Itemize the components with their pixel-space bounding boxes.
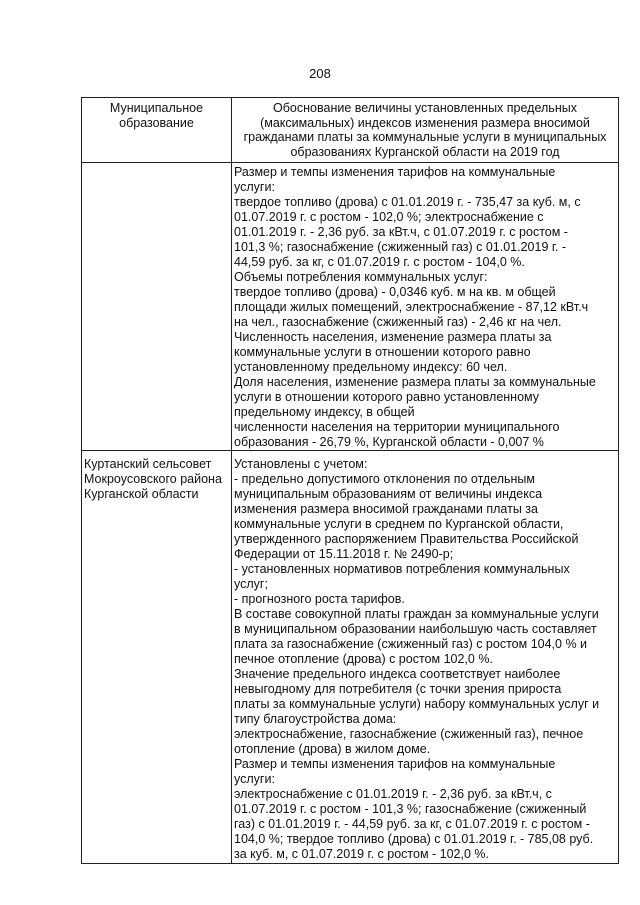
- text-line: площади жилых помещений, электроснабжение - 87,12 кВт.ч: [234, 300, 589, 314]
- text-line: изменения размера вносимой гражданами платы за: [234, 502, 538, 516]
- table-row-continued: [82, 163, 619, 451]
- text-line: твердое топливо (дрова) с 01.01.2019 г. - 735,47 за куб. м, с: [234, 195, 581, 209]
- text-line: 01.07.2019 г. с ростом - 101,3 %; газоснабжение (сжиженный: [234, 802, 587, 816]
- text-line: Федерации от 15.11.2018 г. № 2490-р;: [234, 547, 454, 561]
- text-line: Объемы потребления коммунальных услуг:: [234, 270, 488, 284]
- text-line: утвержденного распоряжением Правительства Российской: [234, 532, 579, 546]
- text-line: отопление (дрова) в жилом доме.: [234, 742, 431, 756]
- text-line: типу благоустройства дома:: [234, 712, 397, 726]
- text-line: - предельно допустимого отклонения по отдельным: [234, 472, 536, 486]
- text-line: В составе совокупной платы граждан за коммунальные услуги: [234, 607, 599, 621]
- header-justification-line: (максимальных) индексов изменения размера вносимой: [260, 115, 590, 130]
- text-line: платы за коммунальные услуги) набору коммунальных услуг и: [234, 697, 600, 711]
- table-row-kurtan: [82, 451, 619, 864]
- tariff-justification-table: [81, 97, 619, 864]
- municipality-line: Мокроусовского района: [84, 472, 222, 486]
- text-line: численности населения на территории муниципального: [234, 420, 560, 434]
- page-number: 208: [309, 66, 331, 81]
- text-line: 101,3 %; газоснабжение (сжиженный газ) с 01.01.2019 г. -: [234, 240, 567, 254]
- header-justification: [232, 98, 619, 163]
- header-municipality: [82, 98, 232, 163]
- text-line: муниципальным образованиям от величины индекса: [234, 487, 543, 501]
- municipality-cell: [82, 451, 232, 864]
- text-line: - установленных нормативов потребления коммунальных: [234, 562, 570, 576]
- text-line: невыгодному для потребителя (с точки зрения прироста: [234, 682, 562, 696]
- text-line: газ) с 01.01.2019 г. - 44,59 руб. за кг, с 01.07.2019 г. с ростом -: [234, 817, 590, 831]
- municipality-cell-empty: [82, 163, 232, 451]
- municipality-line: Курганской области: [84, 487, 199, 501]
- text-line: печное отопление (дрова) с ростом 102,0 %.: [234, 652, 493, 666]
- text-line: услуги:: [234, 180, 275, 194]
- municipality-line: Куртанский сельсовет: [84, 457, 212, 471]
- text-line: твердое топливо (дрова) - 0,0346 куб. м на кв. м общей: [234, 285, 556, 299]
- text-line: Численность населения, изменение размера платы за: [234, 330, 552, 344]
- table-header-row: [82, 98, 619, 163]
- text-line: Значение предельного индекса соответствует наиболее: [234, 667, 561, 681]
- text-line: 01.01.2019 г. - 2,36 руб. за кВт.ч, с 01.07.2019 г. с ростом -: [234, 225, 568, 239]
- text-line: услуги:: [234, 772, 275, 786]
- text-line: Размер и темпы изменения тарифов на коммунальные: [234, 757, 556, 771]
- justification-cell: [232, 451, 619, 864]
- header-justification-line: Обоснование величины установленных предельных: [273, 101, 577, 115]
- text-line: образования - 26,79 %, Курганской области - 0,007 %: [234, 435, 544, 449]
- text-line: электроснабжение, газоснабжение (сжиженный газ), печное: [234, 727, 584, 741]
- text-line: в муниципальном образовании наибольшую часть составляет: [234, 622, 597, 636]
- text-line: коммунальные услуги в среднем по Курганской области,: [234, 517, 564, 531]
- text-line: 104,0 %; твердое топливо (дрова) с 01.01.2019 г. - 785,08 руб.: [234, 832, 594, 846]
- text-line: 01.07.2019 г. с ростом - 102,0 %; электроснабжение с: [234, 210, 544, 224]
- text-line: Размер и темпы изменения тарифов на коммунальные: [234, 165, 556, 179]
- text-line: Установлены с учетом:: [234, 457, 368, 471]
- text-line: Доля населения, изменение размера платы за коммунальные: [234, 375, 596, 389]
- header-municipality-line: Муниципальное: [109, 101, 204, 115]
- text-line: за куб. м, с 01.07.2019 г. с ростом - 102,0 %.: [234, 847, 489, 861]
- header-justification-line: гражданами платы за коммунальные услуги в муниципальных: [243, 130, 607, 144]
- text-line: электроснабжение с 01.01.2019 г. - 2,36 руб. за кВт.ч, с: [234, 787, 552, 801]
- text-line: 44,59 руб. за кг, с 01.07.2019 г. с ростом - 104,0 %.: [234, 255, 525, 269]
- text-line: услуг;: [234, 577, 268, 591]
- text-line: коммунальные услуги в отношении которого равно: [234, 345, 531, 359]
- header-justification-line: образованиях Курганской области на 2019 год: [290, 144, 560, 159]
- text-line: - прогнозного роста тарифов.: [234, 592, 405, 606]
- justification-cell: [232, 163, 619, 451]
- text-line: плата за газоснабжение (сжиженный газ) с ростом 104,0 % и: [234, 637, 588, 651]
- text-line: предельному индексу, в общей: [234, 405, 415, 419]
- text-line: услуги в отношении которого равно установленному: [234, 390, 540, 404]
- text-line: на чел., газоснабжение (сжиженный газ) - 2,46 кг на чел.: [234, 315, 562, 329]
- header-municipality-line: образование: [119, 115, 194, 130]
- text-line: установленному предельному индексу: 60 чел.: [234, 360, 508, 374]
